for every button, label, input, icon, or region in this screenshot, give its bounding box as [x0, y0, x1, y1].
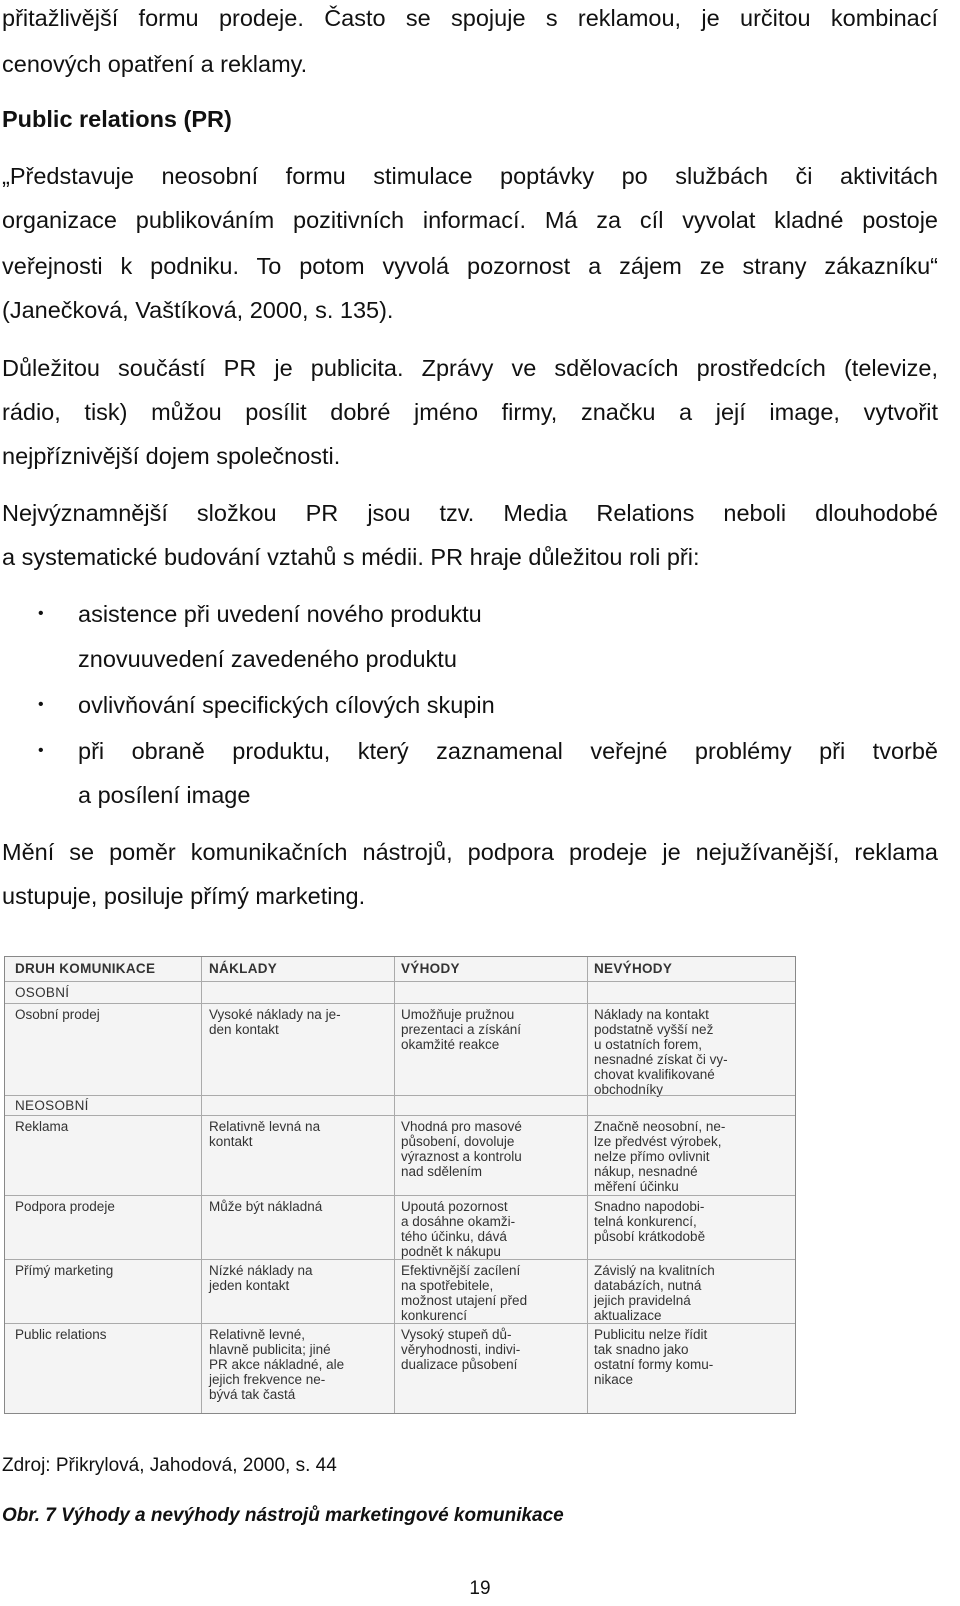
table-cell: Podpora prodeje — [15, 1199, 115, 1214]
table-section-label: NEOSOBNÍ — [15, 1098, 89, 1113]
table-cell: Publicitu nelze řídit tak snadno jako ostatní formy komu- nikace — [594, 1327, 714, 1387]
table-cell: Značně neosobní, ne- lze předvést výrobek, nelze přímo ovlivnit nákup, nesnadné měření účinku — [594, 1119, 726, 1194]
text-line: přitažlivější formu prodeje. Často se spojuje s reklamou, je určitou kombinací — [2, 5, 938, 31]
table-header: NÁKLADY — [209, 961, 278, 976]
table-cell: Public relations — [15, 1327, 107, 1342]
text-line: nejpříznivější dojem společnosti. — [2, 443, 341, 469]
text-line: rádio, tisk) můžou posílit dobré jméno firmy, značku a její image, vytvořit — [2, 399, 938, 425]
text-line: Důležitou součástí PR je publicita. Zprávy ve sdělovacích prostředcích (televize, — [2, 355, 938, 381]
text-line: „Představuje neosobní formu stimulace poptávky po službách či aktivitách — [2, 163, 938, 189]
text-line: a systematické budování vztahů s médii. PR hraje důležitou roli při: — [2, 544, 700, 570]
text-line: Mění se poměr komunikačních nástrojů, podpora prodeje je nejužívanější, reklama — [2, 839, 938, 865]
list-item: znovuuvedení zavedeného produktu — [78, 646, 457, 672]
table-cell: Osobní prodej — [15, 1007, 100, 1022]
table-cell: Relativně levné, hlavně publicita; jiné PR akce nákladné, ale jejich frekvence ne- bývá tak častá — [209, 1327, 345, 1402]
list-item: při obraně produktu, který zaznamenal veřejné problémy při tvorbě — [78, 738, 938, 764]
table-cell: Vysoké náklady na je- den kontakt — [209, 1007, 341, 1037]
table-cell: Závislý na kvalitních databázích, nutná jejich pravidelná aktualizace — [594, 1263, 715, 1323]
table-cell: Umožňuje pružnou prezentaci a získání okamžité reakce — [401, 1007, 522, 1052]
section-heading: Public relations (PR) — [2, 106, 232, 132]
comparison-table — [4, 956, 796, 1414]
table-cell: Snadno napodobi- telná konkurencí, působí krátkodobě — [594, 1199, 706, 1244]
figure-source: Zdroj: Přikrylová, Jahodová, 2000, s. 44 — [2, 1455, 337, 1476]
table-cell: Nízké náklady na jeden kontakt — [209, 1263, 313, 1293]
text-line: cenových opatření a reklamy. — [2, 51, 308, 77]
table-section-label: OSOBNÍ — [15, 985, 70, 1000]
table-cell: Náklady na kontakt podstatně vyšší než u ostatních forem, nesnadné získat či vy- chovat kvalifikované obchodníky — [594, 1007, 728, 1097]
text-line: (Janečková, Vaštíková, 2000, s. 135). — [2, 297, 394, 323]
bullet-icon: • — [38, 742, 44, 759]
table-header: NEVÝHODY — [594, 961, 673, 976]
table-header: VÝHODY — [401, 961, 460, 976]
table-cell: Přímý marketing — [15, 1263, 114, 1278]
list-item: asistence při uvedení nového produktu — [78, 601, 482, 627]
table-cell: Efektivnější zacílení na spotřebitele, možnost utajení před konkurencí — [401, 1263, 528, 1323]
table-cell: Relativně levná na kontakt — [209, 1119, 321, 1149]
figure-caption: Obr. 7 Výhody a nevýhody nástrojů marketingové komunikace — [2, 1505, 564, 1526]
list-item: a posílení image — [78, 782, 251, 808]
list-item: ovlivňování specifických cílových skupin — [78, 692, 495, 718]
table-header: DRUH KOMUNIKACE — [15, 961, 156, 976]
text-line: ustupuje, posiluje přímý marketing. — [2, 883, 366, 909]
table-cell: Upoutá pozornost a dosáhne okamži- tého účinku, dává podnět k nákupu — [401, 1199, 516, 1259]
bullet-icon: • — [38, 605, 44, 622]
table-cell: Vhodná pro masové působení, dovoluje výraznost a kontrolu nad sdělením — [401, 1119, 522, 1179]
table-cell: Vysoký stupeň dů- věryhodnosti, indivi- dualizace působení — [401, 1327, 521, 1372]
text-line: veřejnosti k podniku. To potom vyvolá pozornost a zájem ze strany zákazníku“ — [2, 253, 938, 279]
text-line: organizace publikováním pozitivních informací. Má za cíl vyvolat kladné postoje — [2, 207, 938, 233]
table-cell: Reklama — [15, 1119, 69, 1134]
page-number: 19 — [469, 1578, 491, 1599]
bullet-icon: • — [38, 696, 44, 713]
table-cell: Může být nákladná — [209, 1199, 323, 1214]
text-line: Nejvýznamnější složkou PR jsou tzv. Media Relations neboli dlouhodobé — [2, 500, 938, 526]
